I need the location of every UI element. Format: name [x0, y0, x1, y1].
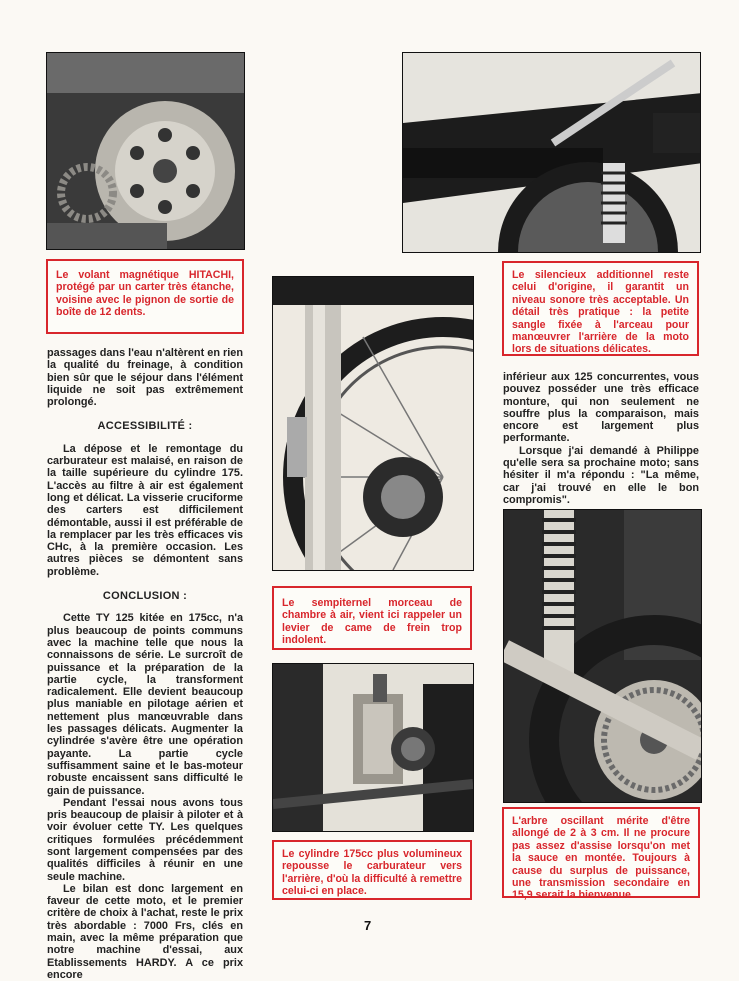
photo-flywheel	[46, 52, 245, 250]
swingarm-image	[504, 510, 701, 802]
left-paragraph-3: Cette TY 125 kitée en 175cc, n'a plus beaucoup de points communs avec la machine telle que nous la connaissons de série. Le surcroît de puissance et la préparation de la partie cycle, la transforment radicalement. Elle devient beaucoup plus maniable en pilotage aérien et nettement plus manœuvrable dans les passages délicats. Augmenter la cylindrée s'avère être une opération payante. La partie cycle suffisamment saine et le bas-moteur robuste encaissent sans difficulté le gain de puissance.	[47, 612, 243, 797]
caption-silencer: Le silencieux additionnel reste celui d'origine, il garantit un niveau sonore très acceptable. Un détail très pratique : la petite sangle fixée à l'arceau pour manœuvrer l'arrière de la moto lors de situations délicates.	[502, 261, 699, 356]
carburettor-image	[273, 664, 473, 831]
right-column	[503, 371, 699, 506]
front-brake-image	[273, 277, 473, 570]
silencer-image	[403, 53, 700, 252]
left-paragraph-1: passages dans l'eau n'altèrent en rien la qualité du freinage, à condition bien sûr que le séjour dans l'élément liquide ne soit pas extrêmement prolongé.	[47, 347, 243, 409]
left-paragraph-2: La dépose et le remontage du carburateur est malaisé, en raison de la taille supérieure du cylindre 175. L'accès au filtre à air est également long et délicat. La visserie cruciforme des carters est difficilement démontable, aussi il est préférable de la remplacer par les très efficaces vis CHc, à la première occasion. Les autres pièces se démontent sans problème.	[47, 442, 243, 578]
right-paragraph-1: inférieur aux 125 concurrentes, vous pouvez posséder une très efficace monture, qui non seulement ne souffre plus la comparaison, mais encore est largement plus performante.	[503, 371, 699, 445]
heading-conclusion: CONCLUSION :	[102, 590, 188, 603]
left-column	[47, 347, 243, 981]
page-number: 7	[364, 918, 372, 933]
caption-flywheel: Le volant magnétique HITACHI, protégé par un carter très étanche, voisine avec le pignon de sortie de boîte de 12 dents.	[46, 259, 244, 334]
caption-front-brake: Le sempiternel morceau de chambre à air, vient ici rappeler un levier de came de frein trop indolent.	[272, 586, 472, 650]
photo-front-brake	[272, 276, 474, 571]
right-paragraph-2: Lorsque j'ai demandé à Philippe qu'elle sera sa prochaine moto; sans hésiter il m'a répondu : "La même, car j'ai trouvé en elle le bon compromis".	[503, 444, 699, 506]
photo-carburettor	[272, 663, 474, 832]
left-paragraph-5: Le bilan est donc largement en faveur de cette moto, et le premier critère de choix à l'achat, reste le prix très abordable : 7000 Frs, clés en main, avec la même préparation que notre machine d'essai, aux Etablissements HARDY. A ce prix encore	[47, 882, 243, 981]
left-paragraph-4: Pendant l'essai nous avons tous pris beaucoup de plaisir à piloter et à voir évoluer cette TY. Les quelques critiques formulées précédemment sont largement compensées par des qualités difficiles à réunir en une seule machine.	[47, 796, 243, 883]
caption-carburettor: Le cylindre 175cc plus volumineux repousse le carburateur vers l'arrière, d'où la difficulté à remettre celui-ci en place.	[272, 840, 472, 900]
flywheel-image	[47, 53, 244, 249]
caption-swingarm: L'arbre oscillant mérite d'être allongé de 2 à 3 cm. Il ne procure pas assez d'assise lorsqu'on met la sauce en montée. Toujours à cause du surplus de puissance, une transmission secondaire en 15,9 serait la bienvenue.	[502, 807, 700, 898]
photo-silencer	[402, 52, 701, 253]
photo-swingarm	[503, 509, 702, 803]
heading-accessibilite: ACCESSIBILITÉ :	[97, 420, 193, 433]
